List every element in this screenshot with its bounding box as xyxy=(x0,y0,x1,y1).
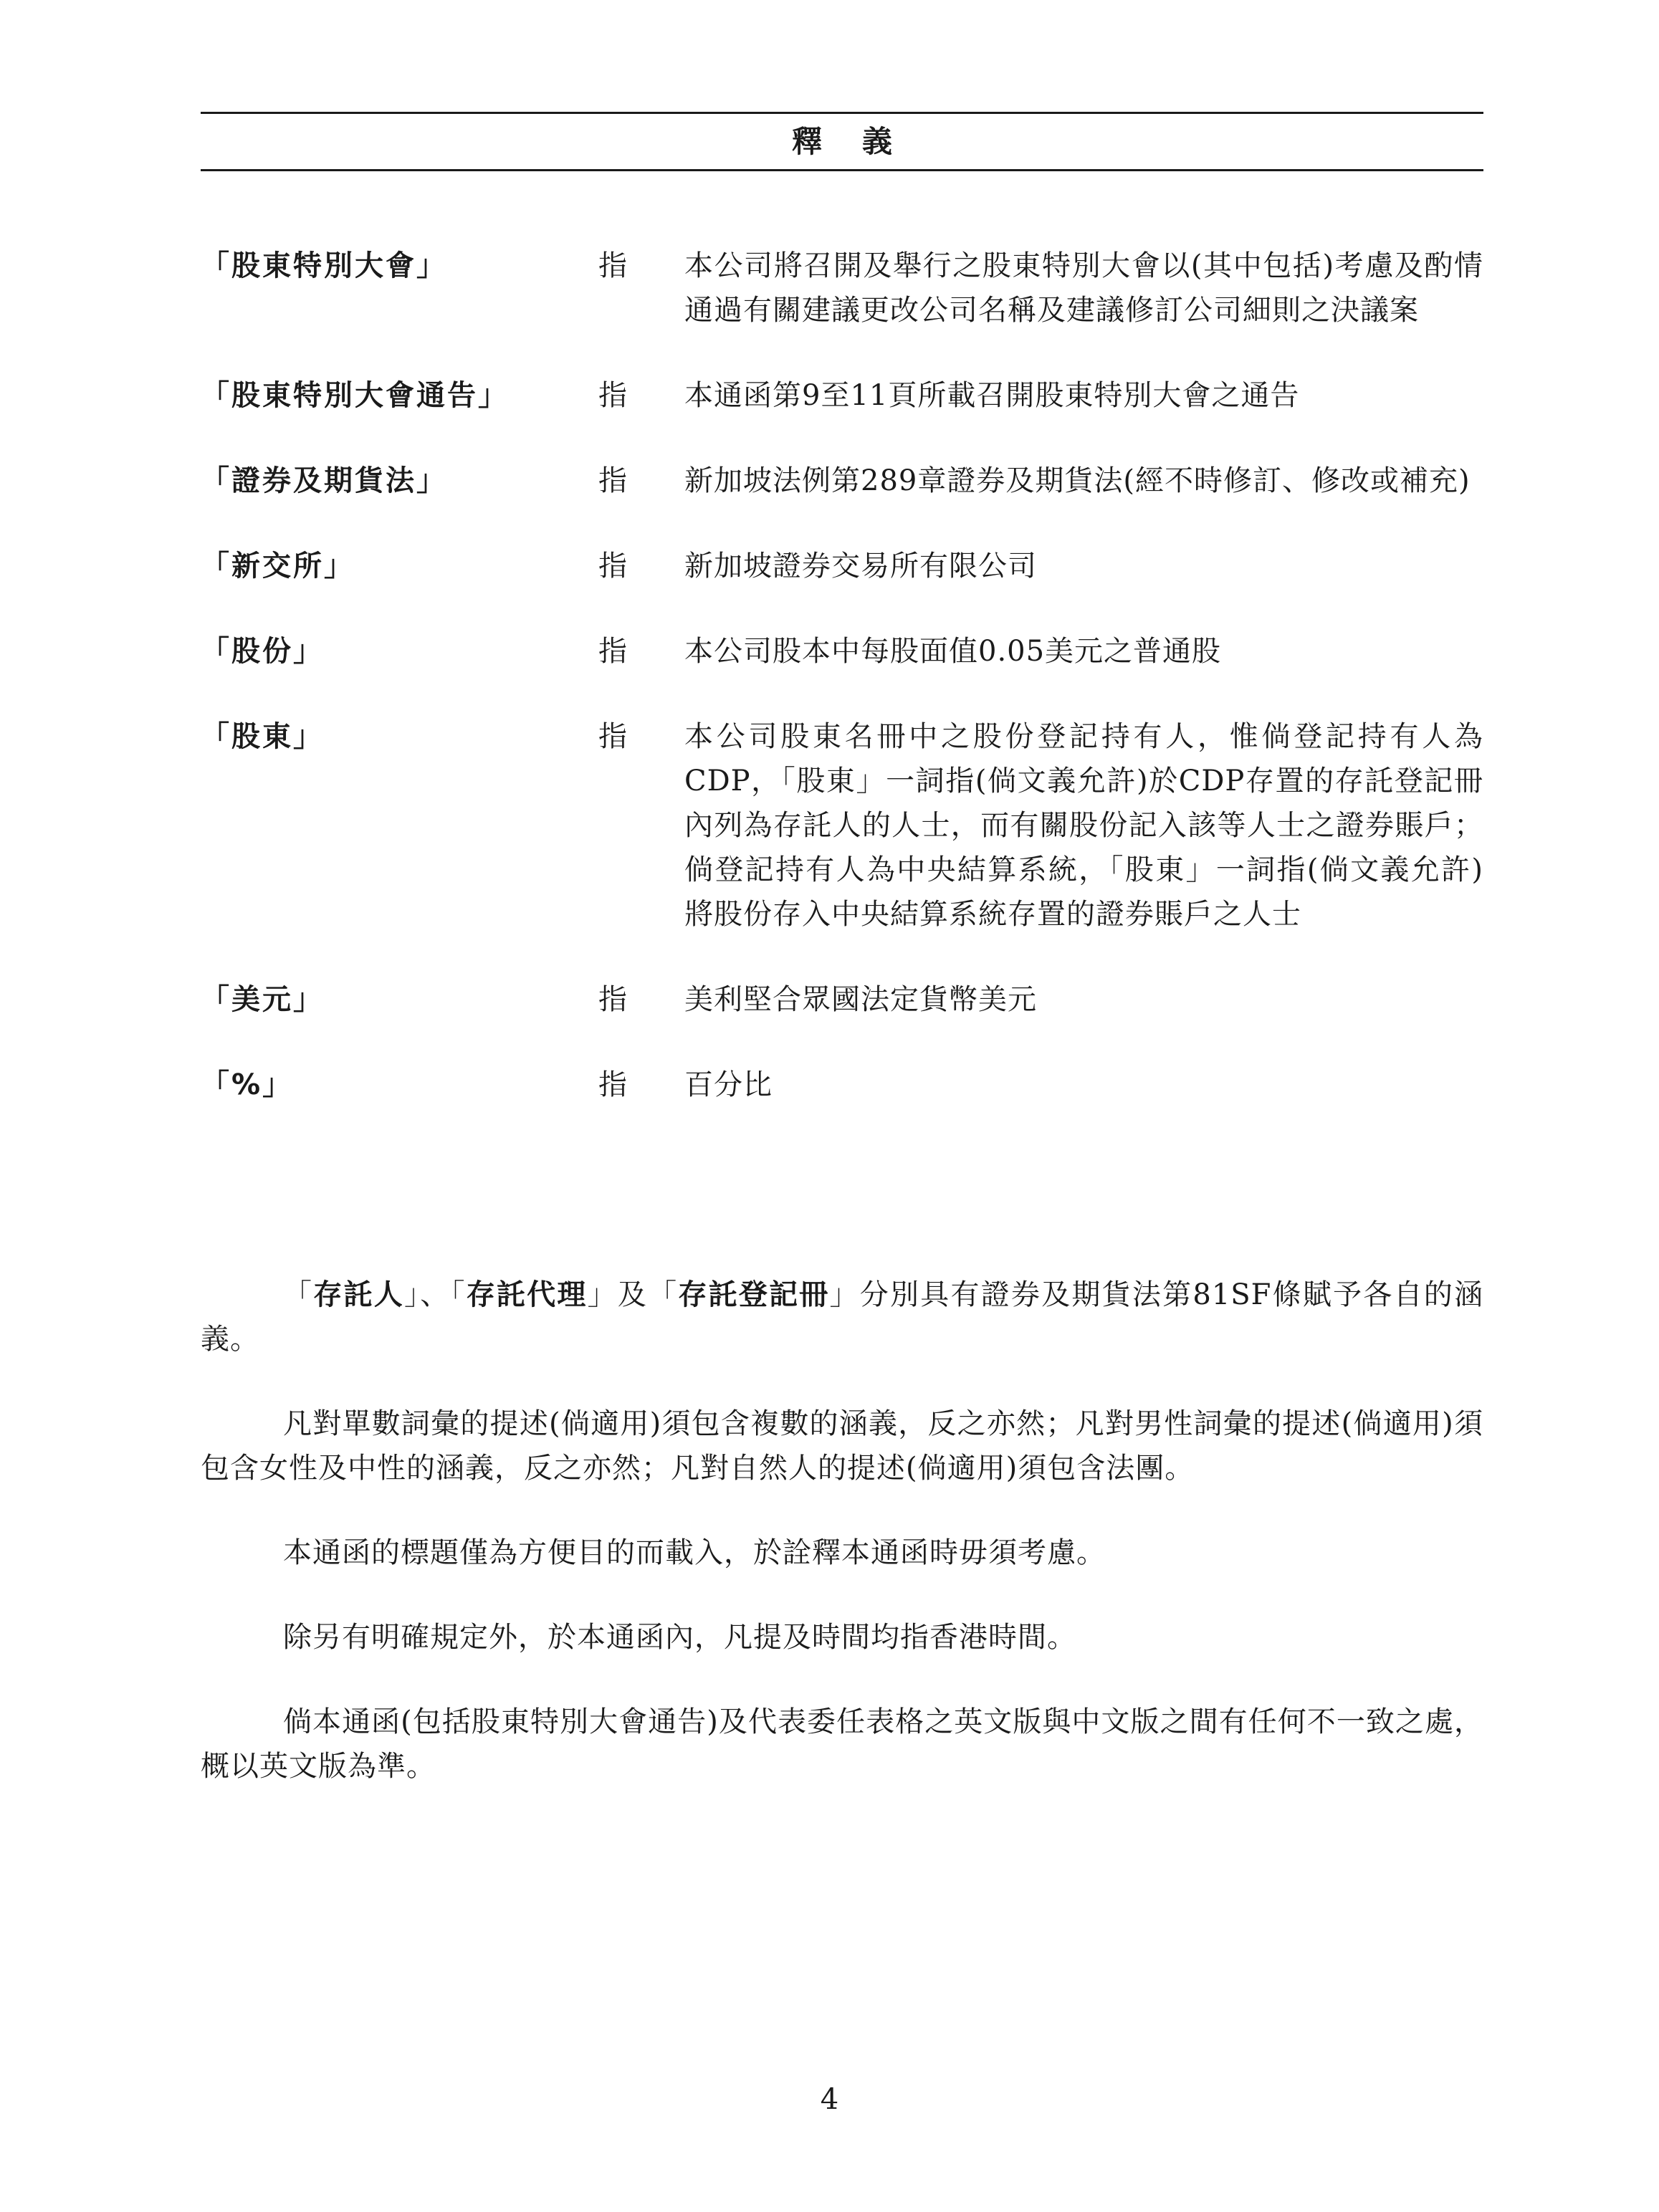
header-bottom-rule xyxy=(201,169,1483,171)
definition-text: 百分比 xyxy=(684,1068,773,1101)
paragraph-text: 」、「 xyxy=(403,1278,467,1311)
definition-row xyxy=(201,714,1483,937)
definition-means: 指 xyxy=(598,983,627,1016)
definition-term: 「股東特別大會通告」 xyxy=(201,379,509,412)
defined-term: 存託人 xyxy=(313,1278,404,1311)
definition-means: 指 xyxy=(598,550,627,583)
definition-means: 指 xyxy=(598,720,627,753)
paragraph-text: 「 xyxy=(283,1278,314,1311)
paragraph-language: 倘本通函(包括股東特別大會通告)及代表委任表格之英文版與中文版之間有任何不一致之處，概以英文版為準。 xyxy=(201,1705,1483,1783)
paragraph-text: 」分別具有證券及期貨法第81SF條賦予各自的涵義。 xyxy=(201,1278,1484,1356)
paragraph-text: 」及「 xyxy=(587,1278,679,1311)
definition-text: 美利堅合眾國法定貨幣美元 xyxy=(684,983,1037,1016)
paragraph-depositor-terms xyxy=(201,1273,1483,1361)
body-paragraphs xyxy=(201,1273,1483,1829)
definition-means: 指 xyxy=(598,464,627,497)
definition-term: 「股東」 xyxy=(201,720,324,753)
definition-row xyxy=(201,373,1483,418)
definition-row xyxy=(201,544,1483,588)
paragraph-headings: 本通函的標題僅為方便目的而載入，於詮釋本通函時毋須考慮。 xyxy=(283,1536,1106,1569)
definition-row xyxy=(201,1063,1483,1107)
definition-row xyxy=(201,629,1483,674)
definition-text: 本通函第9至11頁所載召開股東特別大會之通告 xyxy=(684,379,1300,412)
definition-text: 本公司股東名冊中之股份登記持有人，惟倘登記持有人為CDP，「股東」一詞指(倘文義允許)於CDP存置的存託登記冊內列為存託人的人士，而有關股份記入該等人士之證券賬戶；倘登記持有人為中央結算系統，「股東」一詞指(倘文義允許)將股份存入中央結算系統存置的證券賬戶之人士 xyxy=(684,720,1483,931)
definition-text: 新加坡法例第289章證券及期貨法(經不時修訂、修改或補充) xyxy=(684,464,1471,497)
paragraph-interpretation: 凡對單數詞彙的提述(倘適用)須包含複數的涵義，反之亦然；凡對男性詞彙的提述(倘適用)須包含女性及中性的涵義，反之亦然；凡對自然人的提述(倘適用)須包含法團。 xyxy=(201,1407,1483,1485)
definition-term: 「%」 xyxy=(201,1068,294,1101)
definition-means: 指 xyxy=(598,379,627,412)
definition-means: 指 xyxy=(598,635,627,668)
definitions-list xyxy=(201,244,1483,1148)
definition-text: 新加坡證券交易所有限公司 xyxy=(684,550,1037,583)
definition-term: 「股份」 xyxy=(201,635,324,668)
definition-term: 「新交所」 xyxy=(201,550,355,583)
definition-row xyxy=(201,459,1483,503)
page-number: 4 xyxy=(820,2083,839,2116)
definition-term: 「美元」 xyxy=(201,983,324,1016)
paragraph-time: 除另有明確規定外，於本通函內，凡提及時間均指香港時間。 xyxy=(283,1621,1076,1654)
definition-text: 本公司股本中每股面值0.05美元之普通股 xyxy=(684,635,1222,668)
definition-means: 指 xyxy=(598,249,627,282)
definition-term: 「證券及期貨法」 xyxy=(201,464,447,497)
header-top-rule xyxy=(201,112,1483,114)
definition-text: 本公司將召開及舉行之股東特別大會以(其中包括)考慮及酌情通過有關建議更改公司名稱及建議修訂公司細則之決議案 xyxy=(684,249,1483,327)
definition-row xyxy=(201,244,1483,332)
defined-term: 存託代理 xyxy=(466,1278,588,1311)
definition-term: 「股東特別大會」 xyxy=(201,249,447,282)
page-title: 釋義 xyxy=(791,124,932,159)
definition-row xyxy=(201,977,1483,1022)
defined-term: 存託登記冊 xyxy=(678,1278,830,1311)
definition-means: 指 xyxy=(598,1068,627,1101)
